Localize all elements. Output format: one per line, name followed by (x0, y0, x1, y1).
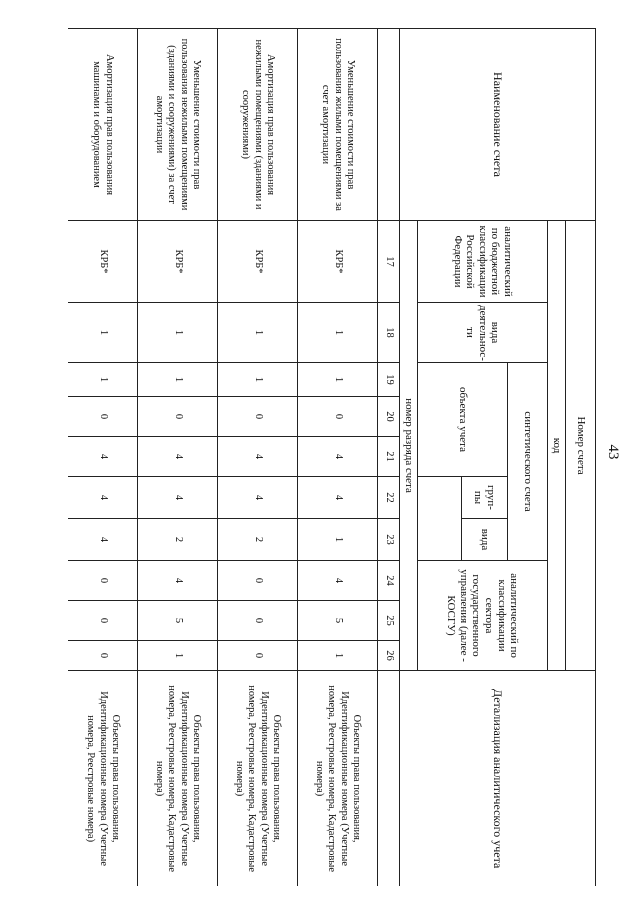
row-cell: 1 (218, 303, 298, 363)
header-group: груп-пы (462, 477, 508, 519)
table-row (68, 29, 138, 887)
header-account-name: Наименование счета (400, 29, 596, 221)
column-number-19: 19 (378, 363, 400, 397)
row-cell: 0 (218, 561, 298, 601)
column-number-detail (378, 671, 400, 886)
row-cell: КРБ* (68, 221, 138, 303)
row-cell: 5 (138, 601, 218, 641)
header-analytical-bk: аналитический по бюджетной классификации Российской Федерации (418, 221, 548, 303)
column-number-22: 22 (378, 477, 400, 519)
row-cell: 4 (218, 437, 298, 477)
row-account-name: Уменьшение стоимости прав пользования нежилыми помещениями (зданиями и сооружениями) за счет амортизации (138, 29, 218, 221)
accounts-table (68, 28, 596, 886)
column-number-name (378, 29, 400, 221)
header-account-object: объекта учета (418, 363, 508, 477)
row-cell: 4 (68, 477, 138, 519)
row-detail: Объекты права пользования, Идентификационные номера (Учетные номера, Реестровые номера, Кадастровые номера) (138, 671, 218, 886)
row-account-name: Амортизация прав пользования машинами и оборудованием (68, 29, 138, 221)
row-cell: 1 (218, 363, 298, 397)
row-cell: 1 (298, 641, 378, 671)
row-cell: 4 (218, 477, 298, 519)
page-number: 43 (605, 444, 622, 460)
row-detail: Объекты права пользования, Идентификационные номера (Учетные номера, Реестровые номера, Кадастровые номера) (218, 671, 298, 886)
row-cell: 2 (138, 519, 218, 561)
row-cell: 5 (298, 601, 378, 641)
row-account-name: Амортизация прав пользования нежилыми помещениями (зданиями и сооружениями) (218, 29, 298, 221)
header-code: код (548, 221, 566, 671)
header-analytical-kosgu: аналитический по классификации сектора государственного управления (далее - КОСГУ) (418, 561, 548, 671)
header-detailing: Детализация аналитического учета (400, 671, 596, 886)
row-cell: 4 (68, 519, 138, 561)
header-activity-type: вида деятельнос-ти (418, 303, 548, 363)
row-cell: 0 (68, 561, 138, 601)
row-cell: 4 (298, 477, 378, 519)
row-cell: 0 (138, 397, 218, 437)
row-cell: 4 (138, 437, 218, 477)
row-detail: Объекты права пользования, Идентификационные номера (Учетные номера, Реестровые номера) (68, 671, 138, 886)
row-cell: 0 (298, 397, 378, 437)
row-cell: 0 (68, 397, 138, 437)
header-synthetic: синтетического счета (508, 363, 548, 561)
row-account-name: Уменьшение стоимости прав пользования жилыми помещениями за счет амортизации (298, 29, 378, 221)
row-cell: 0 (218, 397, 298, 437)
row-cell: 4 (138, 561, 218, 601)
row-cell: 4 (68, 437, 138, 477)
table-row (218, 29, 298, 887)
header-kind: вида (462, 519, 508, 561)
column-number-25: 25 (378, 601, 400, 641)
column-number-20: 20 (378, 397, 400, 437)
row-cell: КРБ* (298, 221, 378, 303)
row-cell: 0 (68, 601, 138, 641)
row-cell: 0 (218, 641, 298, 671)
row-cell: КРБ* (138, 221, 218, 303)
row-cell: 1 (298, 363, 378, 397)
column-number-18: 18 (378, 303, 400, 363)
table-row (298, 29, 378, 887)
row-detail: Объекты права пользования, Идентификационные номера (Учетные номера, Реестровые номера, Кадастровые номера) (298, 671, 378, 886)
header-group-kind-spacer (418, 477, 462, 561)
row-cell: 0 (218, 601, 298, 641)
rotated-table-wrapper (68, 28, 596, 886)
row-cell: 1 (298, 519, 378, 561)
column-number-17: 17 (378, 221, 400, 303)
header-account-number: Номер счета (566, 221, 596, 671)
row-cell: 1 (68, 363, 138, 397)
row-cell: 1 (138, 303, 218, 363)
row-cell: КРБ* (218, 221, 298, 303)
row-cell: 4 (298, 437, 378, 477)
row-cell: 1 (138, 363, 218, 397)
column-number-26: 26 (378, 641, 400, 671)
row-cell: 0 (68, 641, 138, 671)
row-cell: 1 (68, 303, 138, 363)
column-number-24: 24 (378, 561, 400, 601)
row-cell: 4 (138, 477, 218, 519)
header-digit-number: номер разряда счета (400, 221, 418, 671)
row-cell: 4 (298, 561, 378, 601)
table-container (68, 28, 596, 886)
row-cell: 1 (138, 641, 218, 671)
row-cell: 1 (298, 303, 378, 363)
column-number-21: 21 (378, 437, 400, 477)
column-number-23: 23 (378, 519, 400, 561)
row-cell: 2 (218, 519, 298, 561)
table-row (138, 29, 218, 887)
